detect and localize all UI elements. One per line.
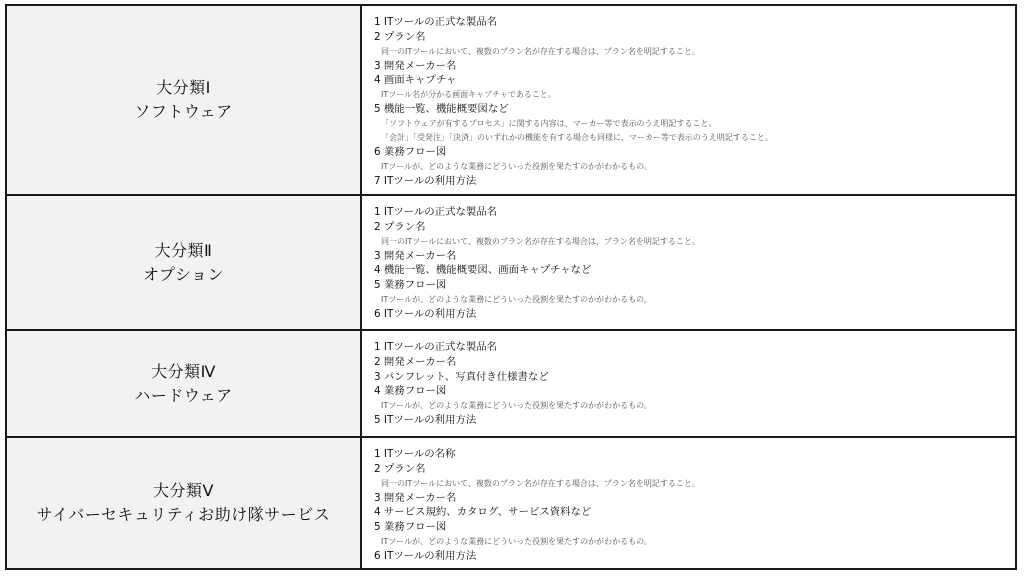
requirement-item: 2 プラン名 xyxy=(374,462,426,475)
table-row xyxy=(7,6,1015,194)
requirement-item: 3 開発メーカー名 xyxy=(374,249,457,262)
requirement-note: ITツールが、どのような業務にどういった役割を果たすのかがわかるもの。 xyxy=(381,401,652,411)
requirements-list xyxy=(362,196,1015,329)
requirement-note: 「会計」「受発注」「決済」のいずれかの機能を有する場合も同様に、マーカー等で表示のうえ明記すること。 xyxy=(381,132,773,142)
requirement-item: 3 パンフレット、写真付き仕様書など xyxy=(374,370,549,383)
requirement-item: 4 画面キャプチャ xyxy=(374,74,457,87)
category-cell xyxy=(7,196,362,329)
category-title: 大分類Ⅰ xyxy=(156,78,211,97)
requirements-table xyxy=(5,4,1017,570)
category-subtitle: オプション xyxy=(142,264,225,284)
requirement-item: 7 ITツールの利用方法 xyxy=(374,174,477,187)
requirement-item: 1 ITツールの正式な製品名 xyxy=(374,16,498,28)
requirement-note: 同一のITツールにおいて、複数のプラン名が存在する場合は、プラン名を明記すること。 xyxy=(381,46,700,56)
requirement-note: ITツールが、どのような業務にどういった役割を果たすのかがわかるもの。 xyxy=(381,294,652,304)
requirement-item: 2 プラン名 xyxy=(374,30,426,43)
requirement-item: 1 ITツールの正式な製品名 xyxy=(374,341,498,353)
requirement-item: 4 サービス規約、カタログ、サービス資料など xyxy=(374,506,592,519)
category-title: 大分類Ⅱ xyxy=(154,240,213,260)
requirement-item: 1 ITツールの正式な製品名 xyxy=(374,206,498,218)
requirement-item: 5 機能一覧、機能概要図など xyxy=(374,103,509,116)
category-subtitle: サイバーセキュリティお助け隊サービス xyxy=(36,505,331,524)
requirement-item: 2 開発メーカー名 xyxy=(374,355,457,368)
requirement-note: ITツール名が分かる画面キャプチャであること。 xyxy=(381,90,556,100)
requirements-list xyxy=(362,6,1015,194)
requirement-item: 3 開発メーカー名 xyxy=(374,59,457,72)
requirement-item: 5 業務フロー図 xyxy=(374,521,447,534)
requirement-item: 6 ITツールの利用方法 xyxy=(374,307,477,320)
category-title: 大分類Ⅴ xyxy=(153,481,214,500)
requirement-item: 4 業務フロー図 xyxy=(374,385,447,398)
requirement-item: 6 ITツールの利用方法 xyxy=(374,549,477,562)
category-subtitle: ハードウェア xyxy=(134,385,233,405)
category-cell xyxy=(7,438,362,568)
table-row xyxy=(7,329,1015,436)
requirements-list xyxy=(362,438,1015,568)
requirements-list xyxy=(362,331,1015,436)
requirement-item: 5 業務フロー図 xyxy=(374,279,447,292)
requirement-item: 5 ITツールの利用方法 xyxy=(374,414,477,427)
requirement-note: 同一のITツールにおいて、複数のプラン名が存在する場合は、プラン名を明記すること。 xyxy=(381,478,700,488)
category-cell xyxy=(7,6,362,194)
category-title: 大分類Ⅳ xyxy=(151,361,216,381)
requirement-note: ITツールが、どのような業務にどういった役割を果たすのかがわかるもの。 xyxy=(381,536,652,546)
category-subtitle: ソフトウェア xyxy=(134,102,233,121)
requirement-note: 「ソフトウェアが有するプロセス」に関する内容は、マーカー等で表示のうえ明記すること。 xyxy=(381,118,717,128)
requirement-item: 4 機能一覧、機能概要図、画面キャプチャなど xyxy=(374,264,592,277)
requirement-item: 1 ITツールの名称 xyxy=(374,448,456,460)
requirement-item: 3 開発メーカー名 xyxy=(374,491,457,504)
requirement-note: ITツールが、どのような業務にどういった役割を果たすのかがわかるもの。 xyxy=(381,161,652,171)
category-cell xyxy=(7,331,362,436)
table-row xyxy=(7,436,1015,568)
requirement-item: 2 プラン名 xyxy=(374,220,426,233)
table-row xyxy=(7,194,1015,329)
requirement-note: 同一のITツールにおいて、複数のプラン名が存在する場合は、プラン名を明記すること。 xyxy=(381,236,700,246)
requirement-item: 6 業務フロー図 xyxy=(374,145,447,158)
